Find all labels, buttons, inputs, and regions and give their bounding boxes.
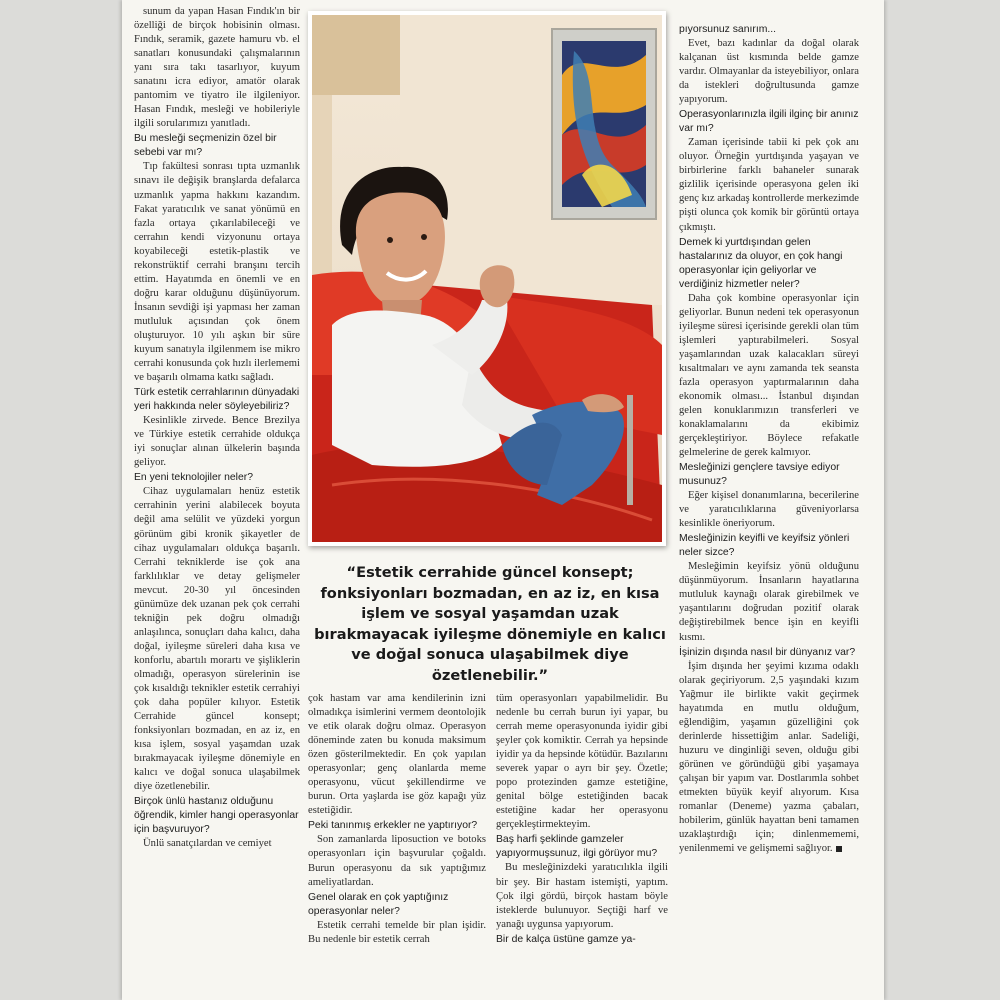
- interview-question: Bir de kalça üstüne gamze ya-: [496, 933, 636, 945]
- interview-question: En yeni teknolojiler neler?: [134, 472, 253, 484]
- paragraph: tüm operasyonları yapabilmelidir. Bu nedenle bu cerrah burun iyi yapar, bu cerrah meme operasyonunda iyidir gibi şeyler çok komiktir. Cerrah ya hepsinde iyidir ya da hepsinde kötüdür. Bazılarını severek yapar o ayrı bir şey. Özetle; popo protezinden gamze estetiğine, genital bölge estetiğinden bacak estetiğine kadar her operasyonu gerçekleştirmekteyim.: [496, 693, 668, 831]
- interview-question: Peki tanınmış erkekler ne yaptırıyor?: [308, 820, 478, 832]
- article-column-2: [308, 692, 486, 1000]
- paragraph: Estetik cerrahi temelde bir plan işidir. Bu nedenle bir estetik cerrah: [308, 919, 486, 945]
- paragraph: Kesinlikle zirvede. Bence Brezilya ve Türkiye estetik cerrahide oldukça iyi sonuçlar alınan ülkelerin başında geliyor.: [134, 415, 300, 469]
- interview-question: Demek ki yurtdışından gelen hastalarınız da oluyor, en çok hangi operasyonlar için geliyorlar ve verdiğiniz hizmetler neler?: [679, 236, 843, 290]
- portrait-illustration: [312, 15, 662, 542]
- paragraph: Evet, bazı kadınlar da doğal olarak kalçanan üst kısmında belde gamze vardır. Olmayanlar da isteyebiliyor, onlara da istekleri doğrultusunda gamze yapıyorum.: [679, 38, 859, 106]
- interview-question: Baş harfi şeklinde gamzeler yapıyormuşsunuz, ilgi görüyor mu?: [496, 834, 658, 860]
- interview-question: Genel olarak en çok yaptığınız operasyonlar neler?: [308, 891, 449, 917]
- paragraph: Zaman içerisinde tabii ki pek çok anı oluyor. Örneğin yurtdışında yaşayan ve birbirlerine farklı bahaneler sunarak gizlilik içerisinde operasyona gelen iki genç kız arkadaş kontrollerde merkezimde pişti olunca çok komik bir görüntü ortaya çıkmıştı.: [679, 137, 859, 233]
- paragraph: Daha çok kombine operasyonlar için geliyorlar. Bunun nedeni tek operasyonun iyileşme süresi içerisinde gerekli olan tüm işlemleri yaptırabilmeleri. Sosyal yaşamlarından uzak kalacakları süreyi kısaltmaları ve aynı zamanda tek seansta fazla operasyon yaptırmalarının daha ekonomik olması... İstanbul dışından gelen konuklarımızın transferleri ve konaklamalarını da ekibimiz gerçekleştiriyor. Böylece refakatle gelmelerine de gerek kalmıyor.: [679, 292, 859, 459]
- paragraph: Cihaz uygulamaları henüz estetik cerrahinin yerini alabilecek boyuta değil ama selülit ve yüzdeki yorgun görünüm gibi kronik şikayetler de cihaz uygulamaları oldukça başarılı. Cerrahi tekniklerde ise çok ana farklılıklar ve detay gelişmeler mevcut. 20-30 yıl öncesinden günümüze dek uzanan pek çok cerrahi tekniğin pek doğru olmadığı anlaşılınca, sonuçları daha kalıcı, daha doğal, iyileşme süreleri daha kısa ve konforlu, abartılı morartı ve şişliklerin olmadığı, operasyon sürelerinin ise çok kısaldığı teknikler estetik cerrahiyi çok daha popüler kılıyor. Estetik Cerrahide güncel konsept; fonksiyonları bozmadan, en az iz, en kısa işlem, sosyal yaşamdan uzak bırakmayacak iyileşme dönemiyle en kalıcı ve doğal sonuca ulaşabilmek diye özetlenebilir.: [134, 486, 300, 793]
- interview-question: pıyorsunuz sanırım...: [679, 24, 777, 35]
- paragraph: İşim dışında her şeyimi kızıma odaklı olarak geçiriyorum. 2,5 yaşındaki kızım Yağmur ile birlikte vakit geçirmek hayatımda en mutlu olduğum, eğlendiğim, yaşamın güzelliğini çok derinlerde hissettiğim anlar. Sadeliği, huzuru ve dinginliği seven, olduğu gibi görünen ve göründüğü gibi yaşamaya çalışan bir yapım var. Dostlarımla sohbet etmekten büyük keyif alıyorum. Kısa romanlar (Deneme) yazma çabaları, hobilerim, günlük hayattan beni tamamen uzaklaştırdığı için; dinlenmememi, yenilenmemi ve gelişmemi sağlıyor.: [679, 660, 859, 855]
- curtain: [312, 15, 400, 95]
- portrait-photo: [312, 15, 662, 542]
- paragraph: Bu mesleğinizdeki yaratıcılıkla ilgili bir şey. Bir hastam istemişti, yaptım. Çok ilgi gördü, birçok hastam böyle isteklerde bulunuyor. Seçtiği harf ve yanağı uygunsa yapıyorum.: [496, 862, 668, 930]
- paragraph: sunum da yapan Hasan Fındık'ın bir özelliği de birçok hobisinin olması. Fındık, seramik, gazete hamuru vb. el sanatları konusundaki çalışmalarının yanı sıra takı tasarlıyor, kuyum sanatını icra ediyor, amatör olarak pantomim ve tiyatro ile ilgileniyor. Hasan Fındık, mesleği ve hobileriyle ilgili sorularımızı yanıtladı.: [134, 6, 300, 130]
- interview-question: İşinizin dışında nasıl bir dünyanız var?: [679, 646, 856, 658]
- paragraph: Ünlü sanatçılardan ve cemiyet: [143, 838, 272, 850]
- article-column-4: [679, 22, 859, 1000]
- interview-question: Bu mesleği seçmenizin özel bir sebebi var mı?: [134, 133, 277, 159]
- interview-question: Türk estetik cerrahlarının dünyadaki yeri hakkında neler söyleyebiliriz?: [134, 387, 300, 413]
- window-light: [312, 95, 332, 295]
- interview-question: Mesleğinizin keyifli ve keyifsiz yönleri neler sizce?: [679, 533, 850, 559]
- paragraph: Mesleğimin keyifsiz yönü olduğunu düşünmüyorum. İnsanların hayatlarına mutluluk kaynağı olarak girebilmek ve yaşantılarını doğrudan pozitif olarak değiştirebilmek bence işin en keyifli kısmı.: [679, 561, 859, 643]
- paragraph: Son zamanlarda liposuction ve botoks operasyonları için başvurular çoğaldı. Burun operasyonu da sık yaptığımız ameliyatlardan.: [308, 834, 486, 888]
- interview-question: Birçok ünlü hastanız olduğunu öğrendik, kimler hangi operasyonlar için başvuruyor?: [134, 796, 299, 836]
- portrait-photo-frame: [308, 11, 666, 546]
- article-column-3: [496, 692, 668, 1000]
- magazine-page: [122, 0, 884, 1000]
- paragraph: çok hastam var ama kendilerinin izni olmadıkça isimlerini vermem deontolojik ve etik olarak doğru olmaz. Operasyon döneminde zaten bu konuda maksimum özen gösterilmektedir. En çok yapılan operasyonlar; genç olanlarda meme operasyonu, vücut şekillendirme ve burun. Orta yaşlarda ise göz kapağı yüz estetiğidir.: [308, 693, 486, 817]
- interview-question: Mesleğinizi gençlere tavsiye ediyor musunuz?: [679, 462, 840, 488]
- paragraph: Tıp fakültesi sonrası tıpta uzmanlık sınavı ile değişik branşlarda defalarca uzmanlık yapma hakkını kazandım. Fakat yaratıcılık ve sanat yönümü en fazla ortaya çıkarılabileceği ve cerrahın kendi vizyonunu ortaya koyabileceği estetik-plastik ve rekonstrüktif cerrahi branşını tercih ettim. Hayatımda en önemli ve en doğru karar olduğunu düşünüyorum. İnsanın sevdiği işi yapması her zaman mutluluk açısından çok önem oluşturuyor. 10 yılı aşkın bir süre kuyum sanatıyla ilgilenmem ise mikro cerrahi konusunda çok hızlı ilerlememi ve başarılı olmama katkı sağladı.: [134, 161, 300, 384]
- abstract-painting: [552, 29, 656, 219]
- paragraph: Eğer kişisel donanımlarına, becerilerine ve yaratıcılıklarına güveniyorlarsa kesinlikle öneriyorum.: [679, 490, 859, 530]
- pull-quote: “Estetik cerrahide güncel konsept; fonksiyonları bozmadan, en az iz, en kısa işlem ve sosyal yaşamdan uzak bırakmayacak iyileşme dönemiyle en kalıcı ve doğal sonuca ulaşabilmek diye özetlenebilir.”: [314, 564, 666, 684]
- interview-question: Operasyonlarınızla ilgili ilginç bir anınız var mı?: [679, 109, 859, 135]
- article-column-1: [134, 5, 300, 1000]
- article-end-mark: [836, 846, 842, 852]
